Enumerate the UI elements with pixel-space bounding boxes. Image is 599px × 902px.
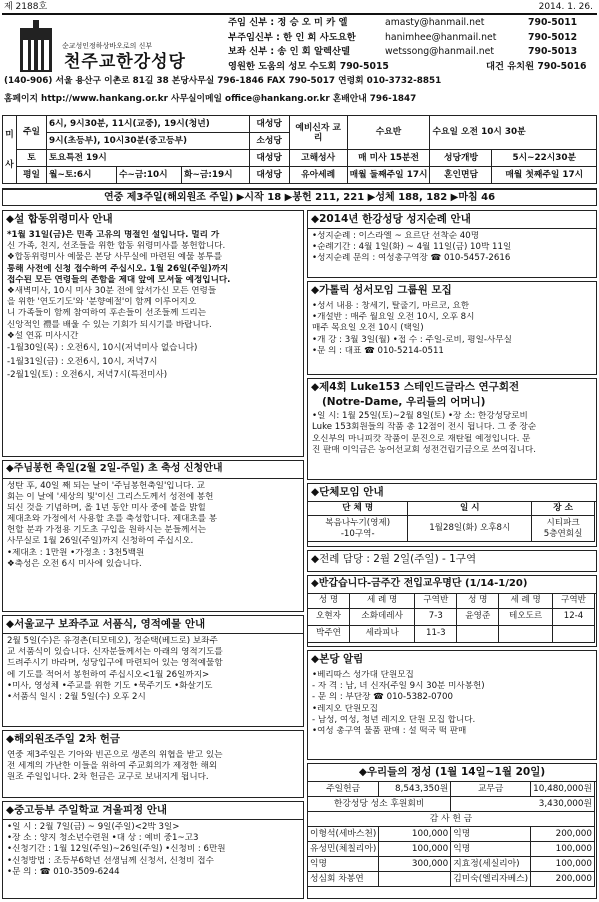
saturday-times: 토요특전 19시 [47, 150, 250, 167]
section-body [308, 299, 596, 359]
table-cell: 익명 [308, 857, 379, 872]
church-open-label: 성당개방 [430, 150, 492, 167]
section-title: ◆설 합동위령미사 안내 [6, 213, 113, 225]
mass-schedule-table [2, 115, 597, 184]
section-title: ◆제4회 Luke153 스테인드글라스 연구회전 [311, 381, 520, 393]
table-cell: 300,000 [379, 857, 451, 872]
church-open-time: 5시~22시30분 [492, 150, 597, 167]
infant-baptism-time: 매월 둘째주일 17시 [347, 167, 430, 184]
issue-date: 2014. 1. 26. [538, 2, 593, 12]
mass-side-label: 미 사 [3, 116, 17, 184]
kindergarten-contact: 대건 유치원 790-5016 [486, 60, 587, 72]
staff-email: wetssong@hanmail.net [385, 46, 495, 57]
text-line: •순례기간 : 4월 1일(화) ~ 4월 11일(금) 10박 11일 [312, 242, 512, 253]
section-title: ◆우리들의 정성 (1월 14일~1월 20일) [308, 764, 596, 782]
section-title: ◆전례 담당 : 2월 2일(주일) - 1구역 [311, 553, 477, 565]
table-cell: 한강성당 성소 후원회비 [308, 797, 451, 812]
text-line: Luke 153회원들의 작품 총 12점이 전시 됩니다. 그 중 장순 [312, 422, 537, 433]
text-line: 2월 5일(수)은 유경촌(티모테오), 정순택(베드로) 보좌주 [7, 636, 218, 647]
text-line: •레지오 단원모집 [312, 703, 378, 714]
section-bible-group [307, 281, 597, 375]
table-cell: 익명 [451, 827, 531, 842]
section-title: ◆가톨릭 성서모임 그룹원 모집 [311, 284, 452, 296]
section-candle-blessing [2, 460, 304, 612]
table-cell: 7-3 [415, 608, 457, 625]
col-header: 성 명 [457, 593, 499, 608]
section-body [308, 668, 596, 739]
text-line: - 문 의 : 부단장 ☎ 010-5382-0700 [312, 692, 453, 703]
section-title: ◆단체모임 안내 [308, 484, 596, 502]
section-subtitle: (Notre-Dame, 우리들의 어머니) [322, 396, 486, 409]
issue-number: 제 2188호 [4, 2, 48, 12]
text-line: 을 위한 '연도기도'와 '분향예절'이 함께 이루어지오 [7, 297, 197, 308]
meeting-place: 시티파크 5층연회실 [532, 516, 595, 542]
staff-email: amasty@hanmail.net [385, 17, 485, 28]
text-line: 되신 것을 기념하며, 올 1년 동안 미사 중에 불을 밝힐 [7, 502, 206, 513]
section-new-year-memorial [2, 210, 304, 457]
text-line: •장 소 : 양지 청소년수련원 •대 상 : 예비 중1~고3 [7, 833, 199, 844]
church-logo [18, 20, 54, 72]
text-line: 통해 사전에 신청 접수하여 주십시오. 1월 26일(주일)까지 [7, 263, 229, 274]
table-cell: 10,480,000원 [531, 782, 595, 797]
text-line: 에 기도를 적어서 봉헌하여 주십시오<1월 26일까지> [7, 669, 210, 680]
text-line: 드려주시기 바라며, 성당입구에 마련되어 있는 영적예물함 [7, 658, 223, 669]
section-body [3, 479, 303, 572]
convent-contact: 영원한 도움의 성모 수도회 790-5015 [228, 60, 389, 72]
catechumen-time: 수요일 오전 10시 30분 [430, 116, 597, 150]
table-cell: 교무금 [451, 782, 531, 797]
table-row [308, 857, 595, 872]
section-pilgrimage [307, 210, 597, 278]
section-liturgy-duty [307, 550, 597, 572]
sunday-times: 6시, 9시30분, 11시(교중), 19시(청년) [47, 116, 250, 133]
new-parishioner-table [307, 593, 595, 643]
text-line: -2월1일(토) : 오전6시, 저녁7시(특전미사) [7, 370, 168, 381]
table-cell: 세라피나 [350, 625, 415, 642]
table-cell: 8,543,350원 [379, 782, 451, 797]
staff-email: hanimhee@hanmail.net [385, 31, 497, 43]
col-header: 단 체 명 [308, 502, 408, 516]
marriage-label: 혼인면담 [430, 167, 492, 184]
meeting-table [307, 501, 595, 542]
text-line: ❖합동위령미사 예물은 본당 사무실에 마련된 예물 봉투를 [7, 252, 223, 263]
table-cell: 성심회 차봉연 [308, 872, 379, 887]
infant-baptism-label: 유아세례 [289, 167, 347, 184]
section-title: ◆2014년 한강성당 성지순례 안내 [308, 211, 596, 229]
text-line: ❖새벽미사, 10시 미사 30분 전에 앞서가신 모든 연령들 [7, 285, 217, 296]
text-line: •문 의 : ☎ 010-3509-6244 [7, 866, 120, 877]
text-line: - 자 격 : 남, 녀 신자(주일 9시 30분 미사봉헌) [312, 681, 485, 692]
table-cell: 박주연 [308, 625, 350, 642]
header-rule [2, 13, 597, 15]
table-cell: 오현자 [308, 608, 350, 625]
section-body [308, 229, 596, 267]
text-line: 신앙적인 禮를 배울 수 있는 기회가 되시기를 바랍니다. [7, 319, 212, 330]
staff-label: 주임 신부 : 정 승 오 미 카 엘 [228, 17, 348, 28]
catechumen-label: 예비신자 교 리 [289, 116, 347, 150]
text-line: 신 가족, 친지, 선조들을 위한 합동 위령미사를 봉헌합니다. [7, 241, 226, 252]
sunday-label: 주일 [17, 116, 47, 150]
staff-phone: 790-5011 [528, 17, 578, 28]
text-line: 진 판매 이익금은 농어선교회 성전건립기금으로 쓰여집니다. [312, 444, 536, 455]
mass-place-small: 소성당 [249, 133, 289, 150]
weekday-label: 평일 [17, 167, 47, 184]
weekday-time-2: 수~금:10시 [117, 167, 182, 184]
section-title: ◆본당 알림 [311, 653, 364, 665]
section-title: ◆주님봉헌 축일(2월 2일-주일) 초 축성 신청안내 [3, 461, 303, 479]
section-body [308, 409, 596, 458]
text-line: •개 강 : 3월 3일(월) •접 수 : 주일-로비, 평일-사무실 [312, 334, 512, 345]
table-row [308, 608, 595, 625]
section-title: ◆해외원조주일 2차 헌금 [6, 733, 120, 745]
text-line: •제대초 : 1만원 •가정초 : 3천5백원 [7, 547, 145, 558]
text-line: 원조 주일입니다. 2차 헌금은 교구로 보내지게 됩니다. [7, 772, 209, 783]
table-cell: 주일헌금 [308, 782, 379, 797]
table-row [308, 842, 595, 857]
liturgy-reading-bar: 연중 제3주일(해외원조 주일) ▶시작 18 ▶봉헌 211, 221 ▶성체 188, 182 ▶마침 46 [2, 188, 597, 206]
section-overseas-aid [2, 730, 304, 798]
table-cell: 3,430,000원 [451, 797, 595, 812]
text-line: - 남성, 여성, 청년 레지오 단원 모집 합니다. [312, 714, 476, 725]
table-cell: 테오도르 [499, 608, 553, 625]
table-cell [457, 625, 499, 642]
table-cell: 100,000 [379, 842, 451, 857]
text-line: •성지순례 문의 : 여성총구역장 ☎ 010-5457-2616 [312, 253, 511, 264]
text-line: 사무실로 1월 26일(주일)까지 신청하여 주십시오. [7, 536, 194, 547]
text-line: 접수된 모든 연령들의 존함을 제대 앞에 모셔둘 예정입니다. [7, 274, 231, 285]
text-line: *1월 31일(금)은 민족 고유의 명절인 설입니다. 멀리 가 [7, 230, 220, 241]
meeting-group: 복음나누기(영제) -10구역- [308, 516, 408, 542]
staff-label: 보좌 신부 : 송 인 회 알렉산델 [228, 46, 350, 57]
text-line: ❖설 연휴 미사시간 [7, 330, 79, 341]
section-title: ◆서울교구 보좌주교 서품식, 영적예물 안내 [3, 616, 303, 634]
weekday-time-1: 월~토:6시 [47, 167, 117, 184]
text-line: -1월30일(목) : 오전6시, 10시(저녁미사 없습니다) [7, 342, 198, 353]
table-cell: 200,000 [531, 827, 595, 842]
table-cell: 100,000 [531, 857, 595, 872]
col-header: 세 례 명 [499, 593, 553, 608]
section-title: ◆중고등부 주일학교 겨울피정 안내 [3, 802, 303, 820]
confession-label: 고해성사 [289, 150, 347, 167]
text-line: 성탄 후, 40일 째 되는 날이 '주님봉헌축일'입니다. 교 [7, 480, 205, 491]
table-cell: 익명 [451, 842, 531, 857]
col-header: 일 시 [408, 502, 532, 516]
section-offerings [307, 763, 597, 899]
text-line: -1월31일(금) : 오전6시, 10시, 저녁7시 [7, 356, 158, 367]
section-body [3, 820, 303, 880]
children-mass-times: 9시(초등부), 10시30분(중고등부) [47, 133, 250, 150]
section-winter-retreat [2, 801, 304, 899]
table-cell [552, 625, 594, 642]
meeting-time: 1월28일(화) 오후8시 [408, 516, 532, 542]
catechumen-class: 수요반 [347, 116, 430, 150]
section-bishop-ordination [2, 615, 304, 727]
marriage-time: 매월 첫째주일 17시 [492, 167, 597, 184]
table-cell: 100,000 [531, 842, 595, 857]
text-line: •문 의 : 대표 ☎ 010-5214-0511 [312, 345, 444, 356]
col-header: 구역반 [415, 593, 457, 608]
weekday-time-3: 화~금:19시 [182, 167, 250, 184]
table-cell: 100,000 [379, 827, 451, 842]
text-line: 회는 이 날에 '세상의 빛'이신 그리스도께서 성전에 봉헌 [7, 491, 214, 502]
text-line: 매주 목요일 오전 10시 (택일) [312, 323, 424, 334]
text-line: 전 세계의 가난한 이들을 위하여 주교회의가 제정한 해외 [7, 761, 218, 772]
mass-place: 대성당 [249, 150, 289, 167]
web-line: 홈페이지 http://www.hankang.or.kr 사무실이메일 office@hankang.or.kr 혼배안내 796-1847 [4, 94, 417, 104]
table-cell: 11-3 [415, 625, 457, 642]
text-line: 제대초와 가정에서 사용할 초를 축성합니다. 제대초를 봉 [7, 514, 218, 525]
table-cell: 200,000 [531, 872, 595, 887]
table-cell: 소화데레사 [350, 608, 415, 625]
table-row [308, 827, 595, 842]
text-line: •신청기간 : 1월 12일(주일)~26일(주일) •신청비 : 6만원 [7, 844, 226, 855]
col-header: 구역반 [552, 593, 594, 608]
table-cell [379, 872, 451, 887]
text-line: •여성 총구역 물품 판매 : 설 떡국 떡 판매 [312, 725, 467, 736]
text-line: 헌할 분과 가정용 기도초 구입을 원하시는 분들께서는 [7, 525, 207, 536]
table-cell: 김미숙(엘리자베스) [451, 872, 531, 887]
church-name: 천주교한강성당 [64, 52, 186, 72]
table-cell: 윤영준 [457, 608, 499, 625]
address-line: (140-906) 서울 용산구 이촌로 81길 38 본당사무실 796-1846 FAX 790-5017 연령회 010-3732-8851 [4, 76, 442, 86]
text-line: •성서 내용 : 창세기, 탈출기, 마르코, 요한 [312, 301, 470, 312]
text-line: •신청방법 : 조등부6학년 선생님께 신청서, 신청비 접수 [7, 855, 214, 866]
confession-time: 매 미사 15분전 [347, 150, 430, 167]
table-cell: 지효정(세실리아) [451, 857, 531, 872]
text-line: •미사, 영성체 •주교를 위한 기도 •묵주기도 •화살기도 [7, 680, 213, 691]
staff-list [228, 16, 594, 74]
section-body [3, 748, 303, 786]
text-line: ❖축성은 오전 6시 미사에 있습니다. [7, 558, 142, 569]
text-line: •일 시 : 2월 7일(금) ~ 9일(주일)<2박 3일> [7, 822, 180, 833]
text-line: •베리따스 성가대 단원모집 [312, 670, 414, 681]
text-line: •성지순례 : 이스라엘 ~ 요르단 선착순 40명 [312, 231, 480, 242]
mass-place: 대성당 [249, 116, 289, 133]
org-subtitle: 순교성인정하상바오로의 신부 [62, 42, 153, 50]
table-cell: 유성민(체칠리아) [308, 842, 379, 857]
table-cell: 12-4 [552, 608, 594, 625]
text-line: 니 가족들이 함께 참여하여 후손들이 선조들께 드리는 [7, 308, 207, 319]
col-header: 성 명 [308, 593, 350, 608]
section-body [3, 634, 303, 705]
section-parish-notices [307, 650, 597, 760]
staff-phone: 790-5012 [528, 31, 578, 43]
table-cell [499, 625, 553, 642]
mass-place: 대성당 [249, 167, 289, 184]
saturday-label: 토 [17, 150, 47, 167]
text-line: 오신부의 마니피캇 작품이 문진으로 재탄될 예정입니다. 문 [312, 433, 531, 444]
table-row [308, 872, 595, 887]
staff-phone: 790-5013 [528, 46, 578, 57]
col-header: 장 소 [532, 502, 595, 516]
text-line: •일 시: 1월 25일(토)~2월 8일(토) •장 소: 한강성당로비 [312, 411, 528, 422]
text-line: 교 서품식이 있습니다. 신자분들께서는 아래의 영적기도를 [7, 647, 223, 658]
offering-table [307, 781, 595, 887]
text-line: •서품식 일시 : 2월 5일(수) 오후 2시 [7, 691, 146, 702]
col-header: 세 례 명 [350, 593, 415, 608]
section-stained-glass-exhibit [307, 378, 597, 480]
text-line: 연중 제3주일은 기아와 빈곤으로 생존의 위협을 받고 있는 [7, 750, 223, 761]
text-line: •개설반 : 매주 월요일 오전 10시, 오후 8시 [312, 312, 475, 323]
staff-label: 부주임신부 : 한 인 희 사도요한 [228, 31, 356, 43]
thanks-header: 감 사 헌 금 [308, 812, 595, 827]
section-body [3, 228, 303, 385]
section-group-meetings [307, 483, 597, 547]
section-title: ◆반갑습니다-금주간 전입교우명단 (1/14-1/20) [308, 576, 596, 594]
table-row [308, 625, 595, 642]
table-cell: 이형석(세바스천) [308, 827, 379, 842]
section-new-parishioners [307, 575, 597, 647]
